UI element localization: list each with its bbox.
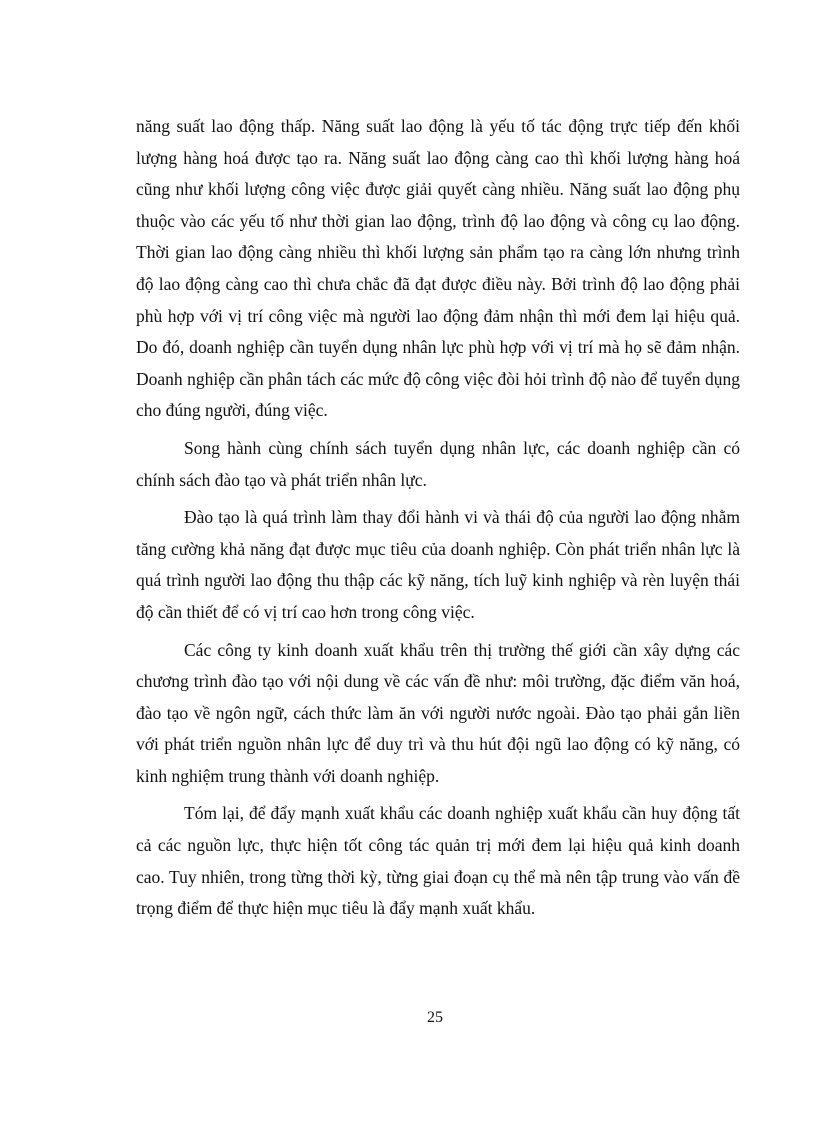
body-text [136,111,740,931]
paragraph-1: năng suất lao động thấp. Năng suất lao động là yếu tố tác động trực tiếp đến khối lượng hàng hoá được tạo ra. Năng suất lao động càng cao thì khối lượng hàng hoá cũng như khối lượng công việc được giải quyết càng nhiều. Năng suất lao động phụ thuộc vào các yếu tố như thời gian lao động, trình độ lao động và công cụ lao động. Thời gian lao động càng nhiều thì khối lượng sản phẩm tạo ra càng lớn nhưng trình độ lao động càng cao thì chưa chắc đã đạt được điều này. Bởi trình độ lao động phải phù hợp với vị trí công việc mà người lao động đảm nhận thì mới đem lại hiệu quả. Do đó, doanh nghiệp cần tuyển dụng nhân lực phù hợp với vị trí mà họ sẽ đảm nhận. Doanh nghiệp cần phân tách các mức độ công việc đòi hỏi trình độ nào để tuyển dụng cho đúng người, đúng việc. [136,116,740,421]
page-number: 25 [427,1009,443,1026]
paragraph-2: Song hành cùng chính sách tuyển dụng nhân lực, các doanh nghiệp cần có chính sách đào tạo và phát triển nhân lực. [136,437,740,490]
paragraph-5: Tóm lại, để đẩy mạnh xuất khẩu các doanh nghiệp xuất khẩu cần huy động tất cả các nguồn lực, thực hiện tốt công tác quản trị mới đem lại hiệu quả kinh doanh cao. Tuy nhiên, trong từng thời kỳ, từng giai đoạn cụ thể mà nên tập trung vào vấn đề trọng điểm để thực hiện mục tiêu là đẩy mạnh xuất khẩu. [136,803,740,919]
paragraph-4: Các công ty kinh doanh xuất khẩu trên thị trường thế giới cần xây dựng các chương trình đào tạo với nội dung về các vấn đề như: môi trường, đặc điểm văn hoá, đào tạo về ngôn ngữ, cách thức làm ăn với người nước ngoài. Đào tạo phải gắn liền với phát triển nguồn nhân lực để duy trì và thu hút đội ngũ lao động có kỹ năng, có kinh nghiệm trung thành với doanh nghiệp. [136,639,740,786]
paragraph-3: Đào tạo là quá trình làm thay đổi hành vi và thái độ của người lao động nhằm tăng cường khả năng đạt được mục tiêu của doanh nghiệp. Còn phát triển nhân lực là quá trình người lao động thu thập các kỹ năng, tích luỹ kinh nghiệp và rèn luyện thái độ cần thiết để có vị trí cao hơn trong công việc. [136,507,740,622]
